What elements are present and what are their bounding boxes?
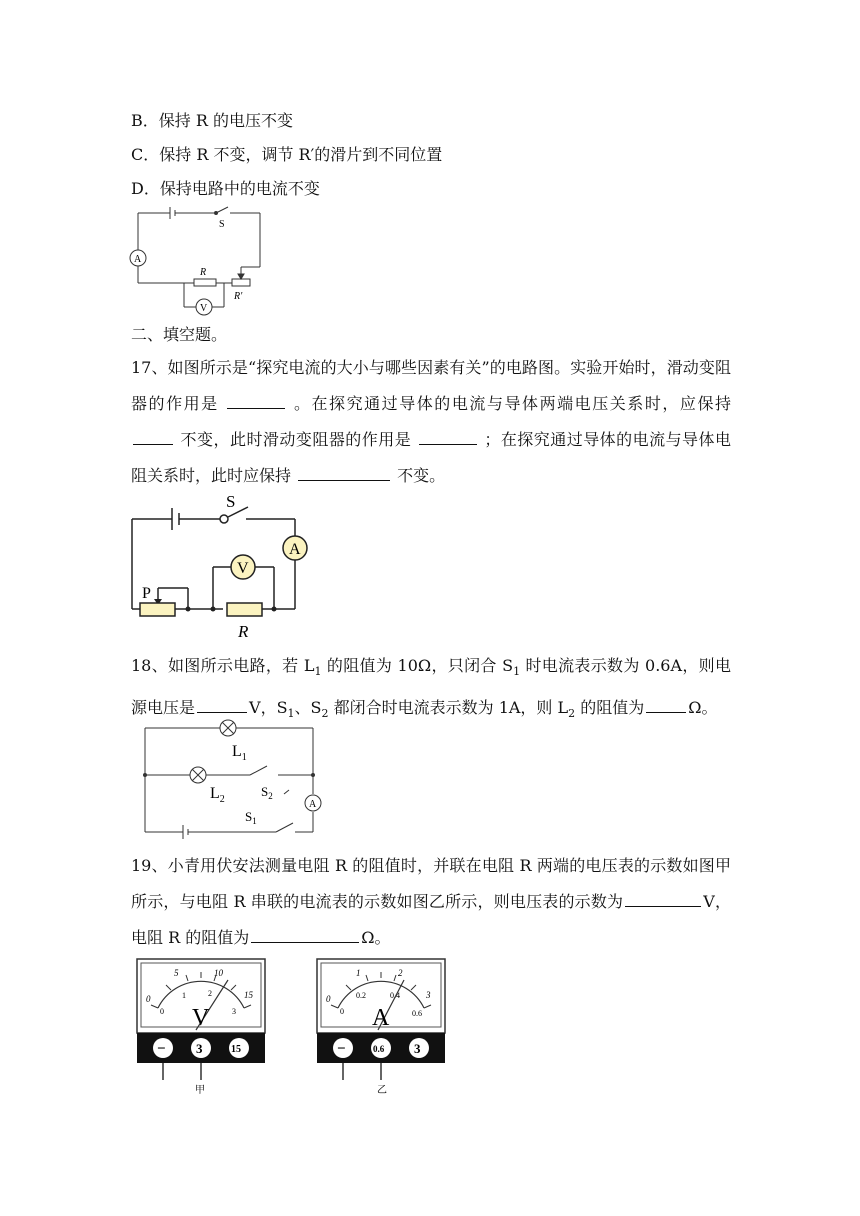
- voltmeter-inner-1: 1: [182, 991, 186, 1000]
- q18-ammeter-label: A: [309, 799, 317, 810]
- q16-ammeter-label: A: [134, 254, 142, 265]
- q18-text-1: 18、如图所示电路，若 L: [131, 656, 315, 675]
- voltmeter-unit: V: [192, 1005, 210, 1031]
- voltmeter-inner-3: 3: [232, 1007, 236, 1016]
- q18-text-8: Ω。: [688, 698, 718, 718]
- q17-blank-1[interactable]: [227, 392, 285, 409]
- ammeter-terminal-3: 3: [414, 1041, 421, 1056]
- q18-sub-3: 1: [287, 707, 295, 721]
- q18-text-6: 都闭合时电流表示数为 1A，则 L: [328, 698, 569, 718]
- ammeter-outer-2: 2: [398, 968, 403, 978]
- q18-text-7: 的阻值为: [575, 698, 645, 718]
- q17-circuit-diagram: [128, 490, 318, 645]
- ammeter-inner-0: 0: [340, 1007, 344, 1016]
- q17-slider-label: P: [142, 585, 151, 602]
- voltmeter-inner-2: 2: [208, 989, 212, 998]
- q17-text-5: 不变。: [392, 466, 446, 485]
- q17-text-3: 不变，此时滑动变阻器的作用是: [175, 430, 417, 449]
- q18-text-3: 时电流表示数为 0.6A，则电源电压是: [131, 656, 731, 718]
- option-c: C．保持 R 不变，调节 R′的滑片到不同位置: [131, 145, 443, 164]
- voltmeter-outer-15: 15: [244, 990, 253, 1000]
- q18-circuit-diagram: [138, 712, 328, 840]
- q19-blank-2[interactable]: [251, 926, 359, 943]
- q17-ammeter-label: A: [289, 541, 301, 558]
- ammeter-figure: [316, 958, 456, 1098]
- q18-sub-1: 1: [314, 665, 322, 679]
- q18-s2-label: $S_2$: [261, 784, 273, 801]
- option-d: D．保持电路中的电流不变: [131, 179, 320, 198]
- q17-voltmeter-label: V: [237, 560, 249, 577]
- section-title: 二、填空题。: [131, 325, 228, 344]
- ammeter-inner-04: 0.4: [390, 991, 400, 1000]
- voltmeter-terminal-15: 15: [231, 1044, 241, 1055]
- question-17: [131, 350, 731, 494]
- q17-blank-4[interactable]: [298, 464, 390, 481]
- ammeter-terminal-06: 0.6: [373, 1044, 385, 1054]
- ammeter-inner-02: 0.2: [356, 991, 366, 1000]
- q18-text-5: 、S: [294, 698, 322, 718]
- q17-resistor-label: R: [238, 622, 249, 641]
- q18-l2-label: $L_2$: [210, 785, 225, 805]
- q18-blank-2[interactable]: [646, 696, 686, 713]
- q17-text-4: ；在探究通过导体的电流与导体电阻关系时，此时应保持: [131, 430, 731, 485]
- q18-text-2: 的阻值为 10Ω，只闭合 S: [321, 656, 514, 675]
- q18-s1-label: $S_1$: [245, 809, 257, 826]
- q16-resistor-label: R: [200, 267, 207, 278]
- ammeter-inner-06: 0.6: [412, 1009, 422, 1018]
- q17-blank-3[interactable]: [419, 428, 477, 445]
- q18-sub-2: 1: [513, 665, 521, 679]
- question-19: [131, 848, 731, 956]
- q17-text-2: 。在探究通过导体的电流与导体两端电压关系时，应保持: [287, 394, 731, 413]
- q18-text-4: V，S: [249, 698, 288, 718]
- q17-text-1: 17、如图所示是“探究电流的大小与哪些因素有关”的电路图。实验开始时，滑动变阻器的作用是: [131, 358, 731, 413]
- q18-sub-5: 2: [568, 707, 576, 721]
- voltmeter-terminal-minus: −: [157, 1041, 166, 1057]
- ammeter-terminal-minus: −: [337, 1041, 346, 1057]
- voltmeter-outer-5: 5: [174, 968, 179, 978]
- ammeter-caption: 乙: [377, 1085, 387, 1096]
- q19-text-2: V，电阻 R 的阻值为: [131, 892, 731, 947]
- q19-text-1: 19、小青用伏安法测量电阻 R 的阻值时，并联在电阻 R 两端的电压表的示数如图甲所示，与电阻 R 串联的电流表的示数如图乙所示，则电压表的示数为: [131, 856, 731, 911]
- voltmeter-inner-0: 0: [160, 1007, 164, 1016]
- voltmeter-terminal-3: 3: [196, 1041, 203, 1056]
- option-b: B．保持 R 的电压不变: [131, 111, 293, 130]
- q19-blank-1[interactable]: [625, 890, 701, 907]
- ammeter-outer-0: 0: [326, 994, 331, 1004]
- voltmeter-figure: [136, 958, 268, 1098]
- q17-switch-label: S: [226, 492, 236, 511]
- q18-l1-label: $L_1$: [232, 743, 247, 763]
- q16-circuit-diagram: [126, 205, 266, 317]
- ammeter-unit: A: [372, 1005, 390, 1031]
- q16-switch-label: S: [219, 219, 225, 230]
- q18-blank-1[interactable]: [197, 696, 247, 713]
- q18-sub-4: 2: [321, 707, 329, 721]
- voltmeter-outer-0: 0: [146, 994, 151, 1004]
- q16-rheostat-label: R': [234, 291, 243, 302]
- ammeter-outer-1: 1: [356, 968, 361, 978]
- voltmeter-outer-10: 10: [214, 968, 223, 978]
- ammeter-outer-3: 3: [426, 990, 431, 1000]
- voltmeter-caption: 甲: [195, 1085, 205, 1096]
- q17-blank-2[interactable]: [133, 428, 173, 445]
- q19-text-3: Ω。: [361, 928, 391, 947]
- q16-voltmeter-label: V: [200, 303, 208, 314]
